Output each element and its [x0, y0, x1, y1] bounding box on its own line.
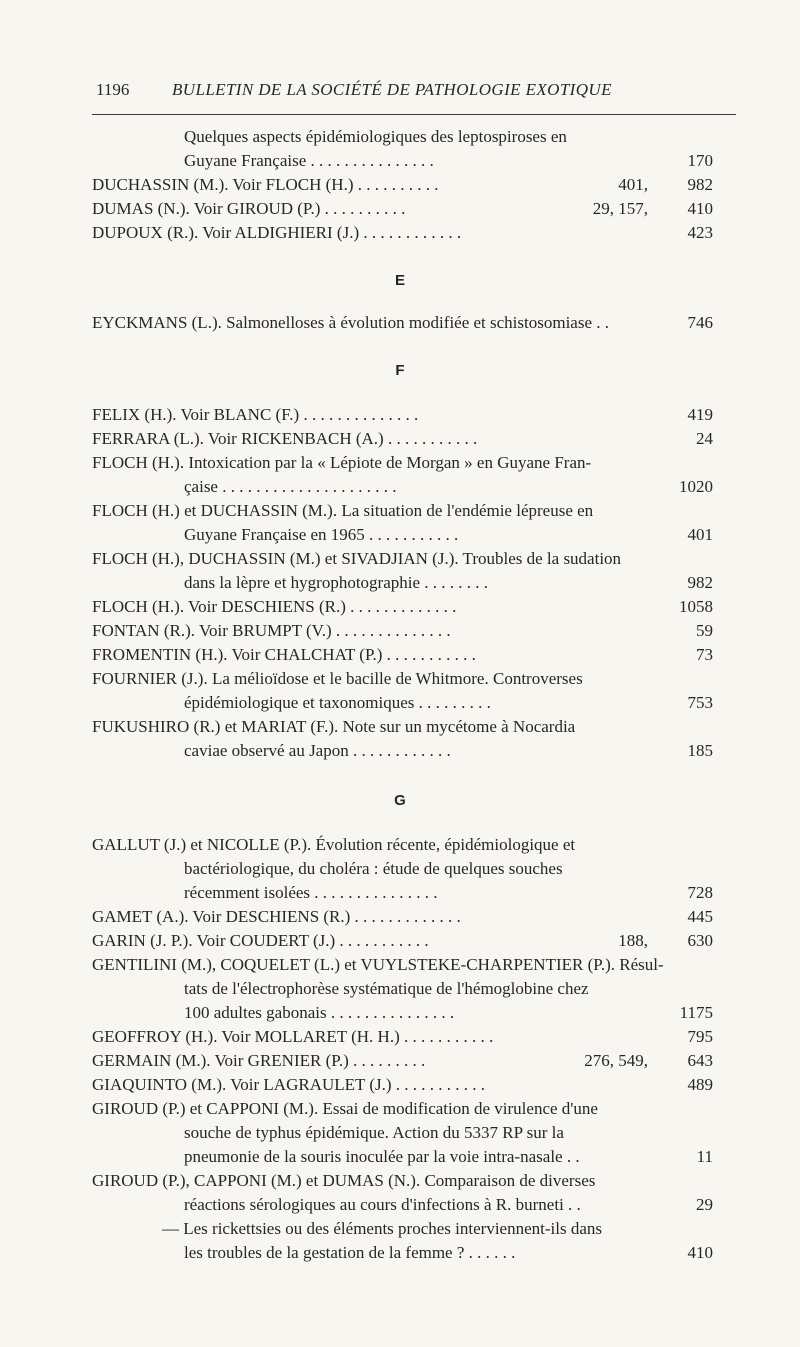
journal-title: BULLETIN DE LA SOCIÉTÉ DE PATHOLOGIE EXOTIQUE — [172, 80, 612, 99]
list-item: EYCKMANS (L.). Salmonelloses à évolution modifiée et schistosomiase . . 746 — [92, 313, 713, 332]
list-item: Guyane Française . . . . . . . . . . . . . . . 170 — [184, 151, 713, 170]
list-item: FLOCH (H.) et DUCHASSIN (M.). La situation de l'endémie lépreuse en — [92, 501, 594, 520]
list-item: GIROUD (P.), CAPPONI (M.) et DUMAS (N.). Comparaison de diverses — [92, 1171, 596, 1190]
list-item: FUKUSHIRO (R.) et MARIAT (F.). Note sur un mycétome à Nocardia — [92, 717, 576, 736]
list-item: tats de l'électrophorèse systématique de l'hémoglobine chez — [184, 979, 589, 998]
list-item: FERRARA (L.). Voir RICKENBACH (A.) . . . . . . . . . . . 24 — [92, 429, 713, 448]
list-item: DUPOUX (R.). Voir ALDIGHIERI (J.) . . . . . . . . . . . . 423 — [92, 223, 713, 242]
section-letter-e: E — [394, 272, 405, 289]
list-item: GIROUD (P.) et CAPPONI (M.). Essai de modification de virulence d'une — [92, 1099, 598, 1118]
list-item: pneumonie de la souris inoculée par la voie intra-nasale . . 11 — [184, 1147, 713, 1166]
list-item: GARIN (J. P.). Voir COUDERT (J.) . . . . . . . . . . . 188, 630 — [92, 931, 713, 950]
list-item: FROMENTIN (H.). Voir CHALCHAT (P.) . . . . . . . . . . . 73 — [92, 645, 713, 664]
list-item: FELIX (H.). Voir BLANC (F.) . . . . . . . . . . . . . . 419 — [92, 405, 713, 424]
list-item: épidémiologique et taxonomiques . . . . . . . . . 753 — [184, 693, 713, 712]
list-item: çaise . . . . . . . . . . . . . . . . . . . . . 1020 — [184, 477, 713, 496]
list-item: FLOCH (H.), DUCHASSIN (M.) et SIVADJIAN (J.). Troubles de la sudation — [92, 549, 622, 568]
list-item: Guyane Française en 1965 . . . . . . . . . . . 401 — [184, 525, 713, 544]
list-item: GIAQUINTO (M.). Voir LAGRAULET (J.) . . . . . . . . . . . 489 — [92, 1075, 713, 1094]
list-item: FONTAN (R.). Voir BRUMPT (V.) . . . . . . . . . . . . . . 59 — [92, 621, 713, 640]
list-item: les troubles de la gestation de la femme ? . . . . . . 410 — [184, 1243, 713, 1262]
list-item: GAMET (A.). Voir DESCHIENS (R.) . . . . . . . . . . . . . 445 — [92, 907, 713, 926]
list-item: GERMAIN (M.). Voir GRENIER (P.) . . . . . . . . . 276, 549, 643 — [92, 1051, 713, 1070]
section-letter-g: G — [394, 792, 406, 809]
list-item: DUCHASSIN (M.). Voir FLOCH (H.) . . . . . . . . . . 401, 982 — [92, 175, 713, 194]
list-item: GENTILINI (M.), COQUELET (L.) et VUYLSTEKE-CHARPENTIER (P.). Résul- — [92, 955, 664, 974]
list-item: FLOCH (H.). Intoxication par la « Lépiote de Morgan » en Guyane Fran- — [92, 453, 592, 472]
list-item: — Les rickettsies ou des éléments proches interviennent-ils dans — [162, 1219, 602, 1238]
list-item: dans la lèpre et hygrophotographie . . . . . . . . 982 — [184, 573, 713, 592]
list-item: bactériologique, du choléra : étude de quelques souches — [184, 859, 563, 878]
page-number: 1196 — [96, 80, 130, 99]
list-item: FOURNIER (J.). La mélioïdose et le bacille de Whitmore. Controverses — [92, 669, 583, 688]
list-item: DUMAS (N.). Voir GIROUD (P.) . . . . . . . . . . 29, 157, 410 — [92, 199, 713, 218]
list-item: GEOFFROY (H.). Voir MOLLARET (H. H.) . . . . . . . . . . . 795 — [92, 1027, 713, 1046]
running-header — [96, 80, 736, 110]
section-letter-f: F — [395, 362, 405, 379]
list-item: souche de typhus épidémique. Action du 5337 RP sur la — [184, 1123, 564, 1142]
list-item: 100 adultes gabonais . . . . . . . . . . . . . . . 1175 — [184, 1003, 713, 1022]
list-item: caviae observé au Japon . . . . . . . . . . . . 185 — [184, 741, 713, 760]
list-item: réactions sérologiques au cours d'infections à R. burneti . . 29 — [184, 1195, 713, 1214]
list-item: récemment isolées . . . . . . . . . . . . . . . 728 — [184, 883, 713, 902]
list-item: Quelques aspects épidémiologiques des leptospiroses en — [184, 127, 567, 146]
list-item: FLOCH (H.). Voir DESCHIENS (R.) . . . . . . . . . . . . . 1058 — [92, 597, 713, 616]
list-item: GALLUT (J.) et NICOLLE (P.). Évolution récente, épidémiologique et — [92, 835, 576, 854]
header-rule — [92, 114, 736, 115]
